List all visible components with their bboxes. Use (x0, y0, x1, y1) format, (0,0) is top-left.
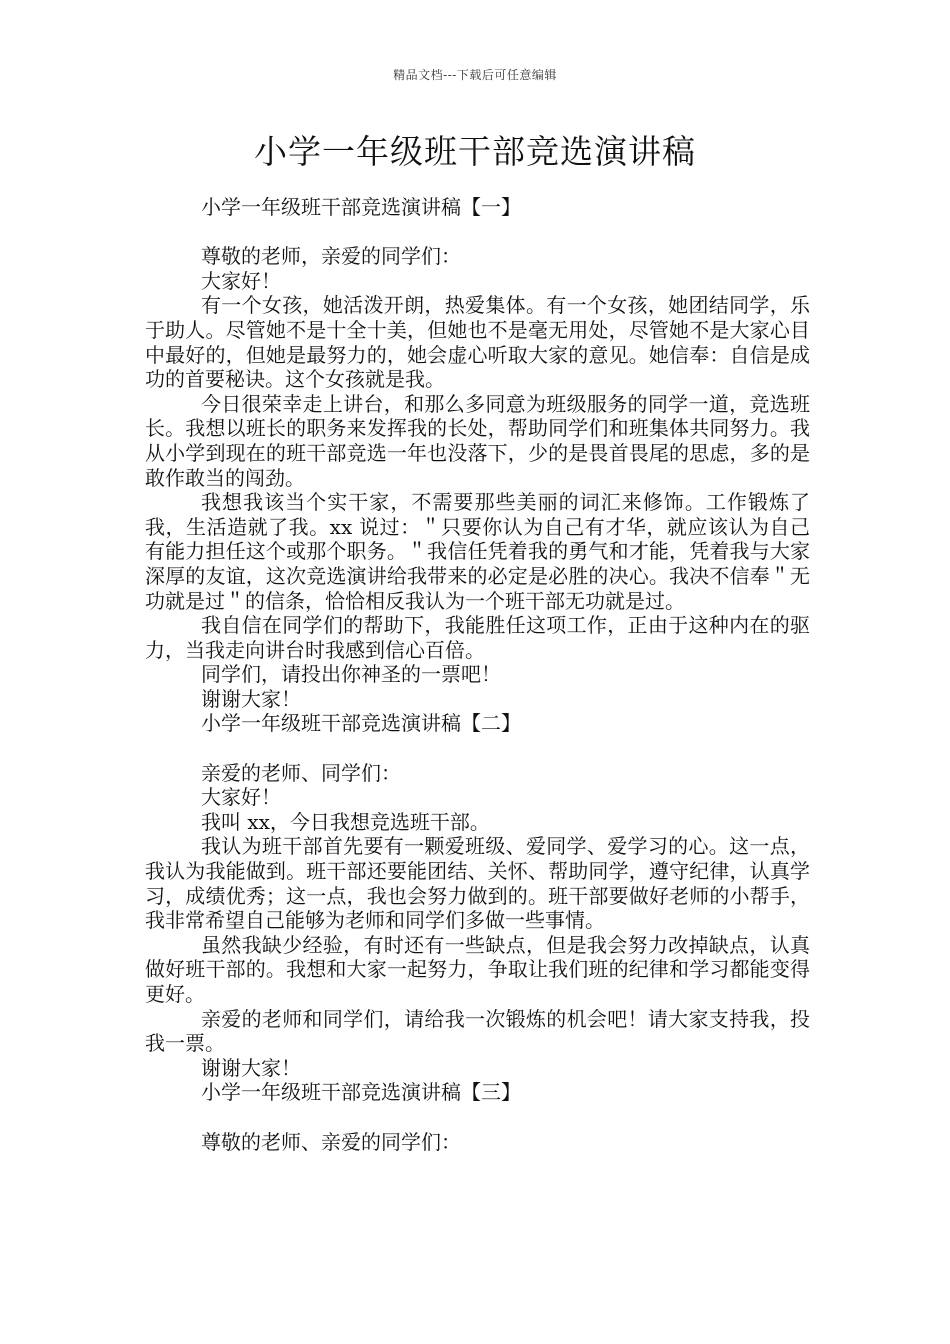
section-heading: 小学一年级班干部竞选演讲稿【一】 (201, 195, 521, 219)
greeting: 尊敬的老师、亲爱的同学们： (201, 1129, 461, 1154)
section-heading: 小学一年级班干部竞选演讲稿【二】 (201, 711, 521, 736)
paragraph: 虽然我缺少经验，有时还有一些缺点，但是我会努力改掉缺点，认真做好班干部的。我想和大家一起努力，争取让我们班的纪律和学习都能变得更好。 (145, 932, 810, 1006)
blank-line (145, 220, 810, 245)
paragraph: 有一个女孩，她活泼开朗，热爱集体。有一个女孩，她团结同学，乐于助人。尽管她不是十全十美，但她也不是毫无用处，尽管她不是大家心目中最好的，但她是最努力的，她会虚心听取大家的意见。她信奉：自信是成功的首要秘诀。这个女孩就是我。 (145, 293, 810, 392)
paragraph: 我自信在同学们的帮助下，我能胜任这项工作，正由于这种内在的驱力，当我走向讲台时我感到信心百倍。 (145, 613, 810, 662)
paragraph: 我叫 xx，今日我想竞选班干部。 (201, 809, 490, 834)
hello-line: 大家好！ (201, 785, 281, 810)
closing-line: 谢谢大家！ (201, 686, 301, 711)
hello-line: 大家好！ (201, 268, 281, 293)
paragraph: 亲爱的老师和同学们，请给我一次锻炼的机会吧！请大家支持我，投我一票。 (145, 1006, 810, 1056)
header-note: 精品文档---下载后可任意编辑 (393, 68, 557, 82)
greeting: 亲爱的老师、同学们： (201, 760, 401, 785)
section-heading: 小学一年级班干部竞选演讲稿【三】 (201, 1080, 521, 1105)
blank-line (145, 736, 810, 761)
blank-line (145, 1105, 810, 1130)
closing-line: 谢谢大家！ (201, 1055, 301, 1080)
paragraph: 今日很荣幸走上讲台，和那么多同意为班级服务的同学一道，竞选班长。我想以班长的职务来发挥我的长处，帮助同学们和班集体共同努力。我从小学到现在的班干部竞选一年也没落下，少的是畏首畏尾的思虑，多的是敢作敢当的闯劲。 (145, 391, 810, 490)
paragraph: 我想我该当个实干家，不需要那些美丽的词汇来修饰。工作锻炼了我，生活造就了我。xx 说过：＂只要你认为自己有才华，就应该认为自己有能力担任这个或那个职务。＂我信任凭着我的勇气和才能，凭着我与大家深厚的友谊，这次竞选演讲给我带来的必定是必胜的决心。我决不信奉＂无功就是过＂的信条，恰恰相反我认为一个班干部无功就是过。 (145, 490, 810, 613)
document-body (145, 195, 810, 1154)
paragraph: 我认为班干部首先要有一颗爱班级、爱同学、爱学习的心。这一点，我认为我能做到。班干部还要能团结、关怀、帮助同学，遵守纪律，认真学习，成绩优秀；这一点，我也会努力做到的。班干部要做好老师的小帮手，我非常希望自己能够为老师和同学们多做一些事情。 (145, 834, 810, 933)
paragraph: 同学们，请投出你神圣的一票吧！ (201, 662, 501, 687)
document-title: 小学一年级班干部竞选演讲稿 (254, 132, 696, 171)
greeting: 尊敬的老师，亲爱的同学们： (201, 244, 461, 269)
